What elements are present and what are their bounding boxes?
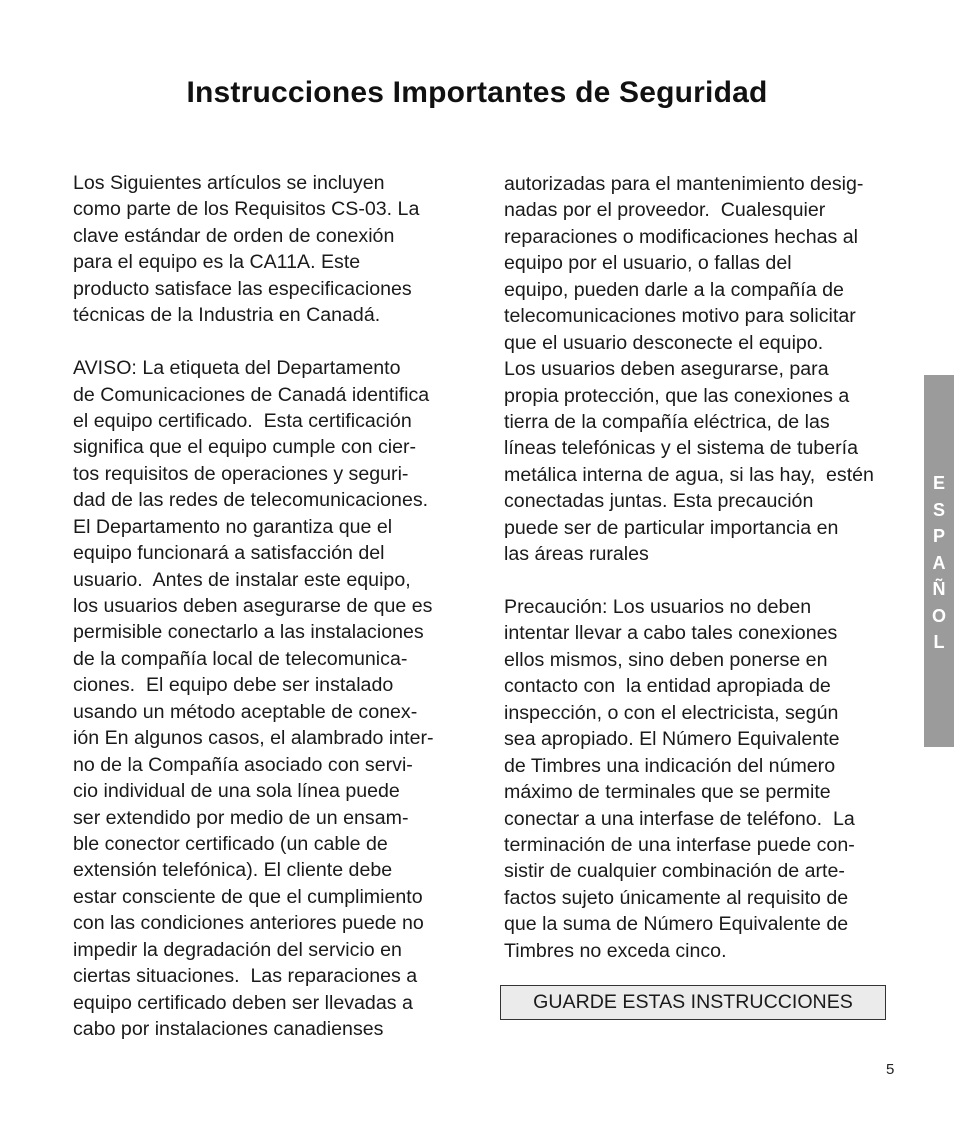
body-text-line: no de la Compañía asociado con servi- [73,753,413,776]
body-text-line [504,568,904,594]
body-text-line: factos sujeto únicamente al requisito de [504,886,849,909]
side-tab-letter: P [932,526,945,546]
body-text-line: autorizadas para el mantenimiento desig- [504,173,864,195]
body-text-line: estar consciente de que el cumplimiento [73,885,423,908]
body-text-line: ciones. El equipo debe ser instalado [73,674,394,697]
body-text-line: permisible conectarlo a las instalaciones [73,621,424,644]
body-text-line: producto satisface las especificaciones [73,277,412,300]
body-text-line: líneas telefónicas y el sistema de tubería [504,437,858,460]
left-column [73,170,473,1042]
body-text-line: dad de las redes de telecomunicaciones. [73,489,429,512]
body-text-line: conectar a una interfase de teléfono. La [504,807,855,830]
body-text-line: que la suma de Número Equivalente de [504,913,849,936]
body-text-line: contacto con la entidad apropiada de [504,675,831,698]
body-text-line: Timbres no exceda cinco. [504,939,727,962]
body-text-line: que el usuario desconecte el equipo. [504,331,824,354]
body-text-line: terminación de una interfase puede con- [504,833,855,856]
body-text-line: ser extendido por medio de un ensam- [73,806,409,829]
body-text-line: ellos mismos, sino deben ponerse en [504,648,828,671]
body-text-line: inspección, o con el electricista, según [504,701,839,724]
body-text-line: ble conector certificado (un cable de [73,832,388,855]
body-text-line: cio individual de una sola línea puede [73,780,400,803]
body-text-line [73,329,473,355]
body-text-line: Los usuarios deben asegurarse, para [504,358,829,381]
side-tab-letter: Ñ [932,579,946,599]
body-text-line: intentar llevar a cabo tales conexiones [504,622,838,645]
body-text-line: equipo por el usuario, o fallas del [504,252,792,275]
body-text-line: usuario. Antes de instalar este equipo, [73,568,411,591]
side-tab-letters [924,470,954,656]
body-text-line: reparaciones o modificaciones hechas al [504,225,858,248]
body-text-line: ión En algunos casos, el alambrado inter- [73,727,434,750]
body-text-line: impedir la degradación del servicio en [73,938,402,961]
body-text-line: de Timbres una indicación del número [504,754,836,777]
body-text-line: el equipo certificado. Esta certificación [73,409,412,432]
side-tab-letter: E [932,473,945,493]
body-text-line: sea apropiado. El Número Equivalente [504,728,840,751]
body-text-line: tierra de la compañía eléctrica, de las [504,410,830,433]
body-text-line: metálica interna de agua, si las hay, estén [504,463,874,486]
side-tab-letter: L [933,632,945,652]
side-tab-letter: S [932,499,945,520]
body-text-line: nadas por el proveedor. Cualesquier [504,199,826,222]
body-text-line: conectadas juntas. Esta precaución [504,490,814,513]
body-text-line: equipo funcionará a satisfacción del [73,542,385,565]
body-text-line: Los Siguientes artículos se incluyen [73,172,385,194]
body-text-line: Precaución: Los usuarios no deben [504,596,812,618]
body-text-line: equipo certificado deben ser llevadas a [73,991,413,1014]
body-text-line: las áreas rurales [504,543,649,566]
body-text-line: los usuarios deben asegurarse de que es [73,595,433,617]
body-text-line: AVISO: La etiqueta del Departamento [73,357,401,380]
page-title: Instrucciones Importantes de Seguridad [186,76,768,109]
body-text-line: como parte de los Requisitos CS-03. La [73,198,420,221]
side-tab-letter: O [931,605,946,626]
side-tab-letter: A [932,552,946,573]
body-text-line: telecomunicaciones motivo para solicitar [504,305,856,328]
body-text-line: El Departamento no garantiza que el [73,515,393,538]
body-text-line: clave estándar de orden de conexión [73,224,395,247]
body-text-line: técnicas de la Industria en Canadá. [73,304,381,327]
body-text-line: sistir de cualquier combinación de arte- [504,860,845,883]
right-column [504,171,904,964]
body-text-line: tos requisitos de operaciones y seguri- [73,462,409,485]
body-text-line: ciertas situaciones. Las reparaciones a [73,965,418,988]
body-text-line: usando un método aceptable de conex- [73,700,418,723]
body-text-line: extensión telefónica). El cliente debe [73,859,393,882]
body-text-line: máximo de terminales que se permite [504,781,831,804]
body-text-line: equipo, pueden darle a la compañía de [504,278,844,301]
body-text-line: para el equipo es la CA11A. Este [73,251,361,274]
guard-instructions-box: GUARDE ESTAS INSTRUCCIONES [500,985,886,1020]
body-text-line: de Comunicaciones de Canadá identifica [73,383,430,406]
body-text-line: de la compañía local de telecomunica- [73,647,408,670]
body-text-line: con las condiciones anteriores puede no [73,912,424,935]
language-side-tab [924,375,954,747]
body-text-line: puede ser de particular importancia en [504,516,839,539]
body-text-line: significa que el equipo cumple con cier- [73,436,417,459]
body-text-line: cabo por instalaciones canadienses [73,1018,384,1040]
body-text-line: propia protección, que las conexiones a [504,384,850,407]
page-number: 5 [886,1061,895,1078]
